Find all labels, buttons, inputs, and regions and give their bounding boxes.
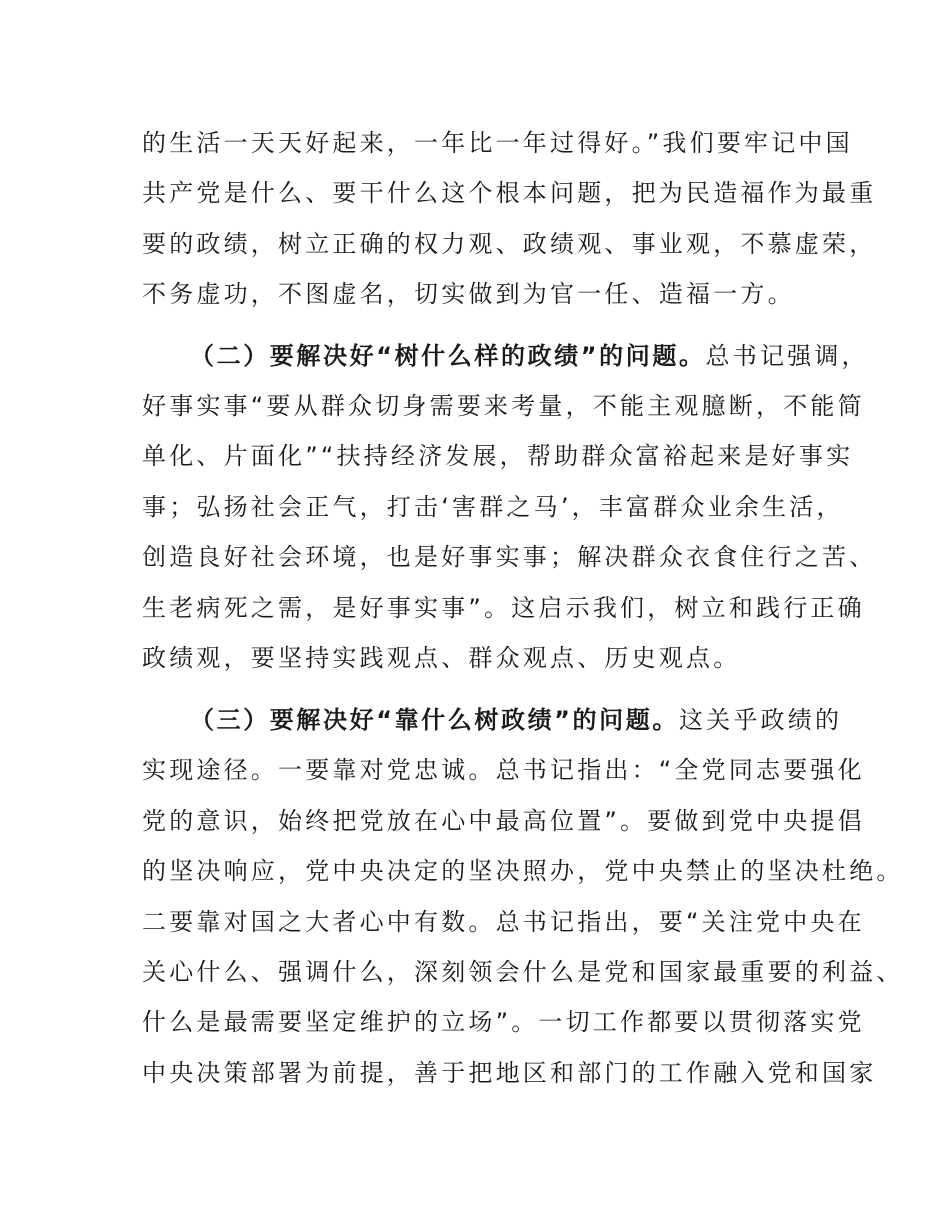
paragraph-1-line-3: 要的政绩，树立正确的权力观、政绩观、事业观，不慕虚荣， <box>142 230 877 258</box>
section-2-line-4: 事；弘扬社会正气，打击‘害群之马’，丰富群众业余生活， <box>142 493 844 521</box>
section-3-line-6: 关心什么、强调什么，深刻领会什么是党和国家最重要的利益、 <box>142 958 904 986</box>
section-3-line-3: 党的意识，始终把党放在心中最高位置”。要做到党中央提倡 <box>142 807 865 835</box>
section-3-first-line <box>190 700 880 740</box>
section-3-line-2: 实现途径。一要靠对党忠诚。总书记指出：“全党同志要强化 <box>142 756 865 784</box>
section-3-heading: （三）要解决好“靠什么树政绩”的问题。 <box>190 706 679 734</box>
section-3-line-7: 什么是最需要坚定维护的立场”。一切工作都要以贯彻落实党 <box>142 1008 865 1036</box>
section-3-line-8: 中央决策部署为前提，善于把地区和部门的工作融入党和国家 <box>142 1059 877 1087</box>
section-2-first-line <box>190 336 880 376</box>
section-2-line-2: 好事实事“要从群众切身需要来考量，不能主观臆断，不能简 <box>142 392 865 420</box>
section-2-line-3: 单化、片面化”“扶持经济发展，帮助群众富裕起来是好事实 <box>142 442 854 470</box>
section-2-line-5: 创造良好社会环境，也是好事实事；解决群众衣食住行之苦、 <box>142 543 877 571</box>
paragraph-1-line-1: 的生活一天天好起来，一年比一年过得好。”我们要牢记中国 <box>142 129 853 157</box>
section-2-heading: （二）要解决好“树什么样的政绩”的问题。 <box>190 342 706 370</box>
section-2-line-6: 生老病死之需，是好事实事”。这启示我们，树立和践行正确 <box>142 594 865 622</box>
section-3-first-line-text: 这关乎政绩的 <box>678 706 843 734</box>
section-3-line-5: 二要靠对国之大者心中有数。总书记指出，要“关注党中央在 <box>142 908 865 936</box>
section-2-first-line-text: 总书记强调， <box>705 342 869 370</box>
section-2-line-7: 政绩观，要坚持实践观点、群众观点、历史观点。 <box>142 644 741 672</box>
paragraph-1-line-4: 不务虚功，不图虚名，切实做到为官一任、造福一方。 <box>142 280 795 308</box>
paragraph-1-line-2: 共产党是什么、要干什么这个根本问题，把为民造福作为最重 <box>142 179 877 207</box>
section-3-line-4: 的坚决响应，党中央决定的坚决照办，党中央禁止的坚决杜绝。 <box>142 857 904 885</box>
